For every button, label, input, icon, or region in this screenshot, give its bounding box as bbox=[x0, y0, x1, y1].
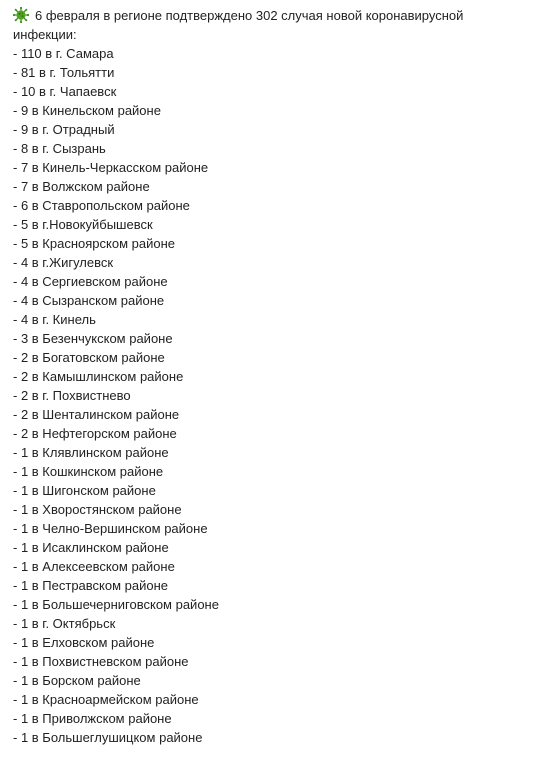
case-list-item: - 1 в Большечерниговском районе bbox=[13, 597, 219, 612]
case-list-item: - 7 в Кинель-Черкасском районе bbox=[13, 160, 209, 175]
case-list-item: - 1 в Большеглушицком районе bbox=[13, 730, 203, 745]
case-list-item: - 1 в Хворостянском районе bbox=[13, 502, 182, 517]
case-list-item: - 8 в г. Сызрань bbox=[13, 141, 106, 156]
case-list-item: - 4 в Сызранском районе bbox=[13, 293, 165, 308]
coronavirus-icon bbox=[13, 7, 29, 23]
case-list-item: - 1 в Клявлинском районе bbox=[13, 445, 169, 460]
case-list-item: - 1 в Шигонском районе bbox=[13, 483, 156, 498]
case-list-item: - 9 в г. Отрадный bbox=[13, 122, 115, 137]
case-list-item: - 4 в г.Жигулевск bbox=[13, 255, 114, 270]
case-list-item: - 1 в Борском районе bbox=[13, 673, 141, 688]
case-list-item: - 9 в Кинельском районе bbox=[13, 103, 161, 118]
case-list-item: - 1 в Пестравском районе bbox=[13, 578, 169, 593]
case-list-item: - 5 в Красноярском районе bbox=[13, 236, 175, 251]
case-list-item: - 2 в Шенталинском районе bbox=[13, 407, 180, 422]
case-list-item: - 2 в Нефтегорском районе bbox=[13, 426, 177, 441]
case-list-item: - 6 в Ставропольском районе bbox=[13, 198, 190, 213]
case-list-item: - 81 в г. Тольятти bbox=[13, 65, 115, 80]
case-list-item: - 1 в Челно-Вершинском районе bbox=[13, 521, 208, 536]
case-list-item: - 10 в г. Чапаевск bbox=[13, 84, 117, 99]
case-list-item: - 2 в Камышлинском районе bbox=[13, 369, 184, 384]
post-intro-text: 6 февраля в регионе подтверждено 302 случая новой коронавирусной инфекции: bbox=[13, 8, 464, 42]
case-list-item: - 1 в г. Октябрьск bbox=[13, 616, 116, 631]
case-list-item: - 1 в Кошкинском районе bbox=[13, 464, 164, 479]
case-list-item: - 1 в Похвистневском районе bbox=[13, 654, 189, 669]
case-list-item: - 3 в Безенчукском районе bbox=[13, 331, 173, 346]
case-list-item: - 4 в Сергиевском районе bbox=[13, 274, 168, 289]
case-list-item: - 2 в Богатовском районе bbox=[13, 350, 165, 365]
case-list-item: - 1 в Исаклинском районе bbox=[13, 540, 169, 555]
case-list-item: - 5 в г.Новокуйбышевск bbox=[13, 217, 153, 232]
case-list-item: - 7 в Волжском районе bbox=[13, 179, 150, 194]
case-list-item: - 4 в г. Кинель bbox=[13, 312, 96, 327]
case-list-item: - 1 в Алексеевском районе bbox=[13, 559, 175, 574]
case-list-item: - 1 в Елховском районе bbox=[13, 635, 155, 650]
case-list-item: - 110 в г. Самара bbox=[13, 46, 114, 61]
case-list-item: - 1 в Приволжском районе bbox=[13, 711, 172, 726]
post-intro bbox=[13, 6, 528, 44]
case-list-item: - 2 в г. Похвистнево bbox=[13, 388, 131, 403]
case-list-item: - 1 в Красноармейском районе bbox=[13, 692, 199, 707]
case-list bbox=[13, 44, 528, 747]
coronavirus-icon-graphic bbox=[13, 7, 29, 23]
